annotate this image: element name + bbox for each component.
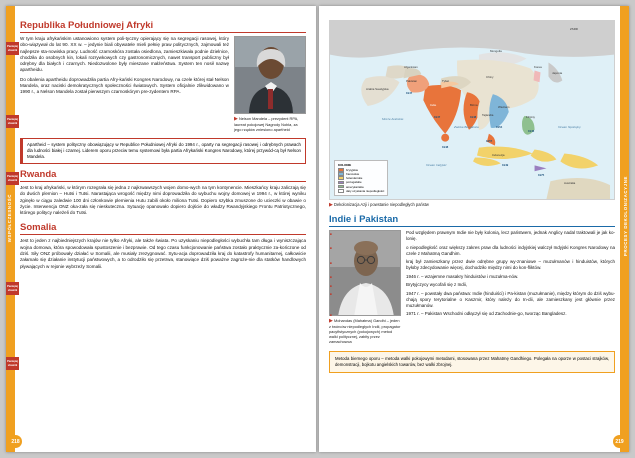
decolonization-map bbox=[329, 20, 615, 200]
map-label-indie: Indie bbox=[430, 103, 437, 107]
map-year-burma: 1948 bbox=[470, 115, 477, 119]
map-year-timor: 1975 bbox=[538, 173, 545, 177]
map-label-birma: Birma bbox=[470, 103, 478, 107]
side-tab-5[interactable] bbox=[6, 357, 19, 370]
apartheid-definition-box: Apartheid – system polityczny obowiązujący w Republice Południowej Afryki do 1994 r., oparty na segregacji rasowej i odrębnych prawach dla ludności białej i czarnej. Liderem oporu przeciw temu systemowi była partia Afrykański Kongres Narodowy, której przywód-cą był Nelson Mandela. bbox=[20, 138, 306, 164]
right-page-number: 219 bbox=[613, 435, 626, 448]
map-caption bbox=[329, 202, 615, 208]
map-legend-row bbox=[338, 189, 384, 193]
list-item: ■ Brytyjczycy wycofali się z Indii, bbox=[336, 282, 615, 288]
side-tab-1[interactable] bbox=[6, 42, 19, 55]
caption-marker-icon: ▶ bbox=[329, 202, 333, 208]
side-tab-label: Pamiętaj słownik bbox=[7, 118, 18, 125]
map-label-tybet: Tybet bbox=[442, 79, 450, 83]
map-label-mongolia: Mongolia bbox=[490, 49, 502, 53]
map-year-philippines: 1946 bbox=[528, 129, 535, 133]
left-page bbox=[6, 6, 316, 452]
legend-label: brytyjskie bbox=[346, 167, 359, 172]
sea-label-bay-of-bengal: Zatoka Bengalska bbox=[454, 125, 479, 129]
right-page-content bbox=[329, 20, 615, 432]
map-legend bbox=[334, 160, 388, 196]
map-label-indonezja: Indonezja bbox=[492, 153, 505, 157]
mandela-photo bbox=[234, 36, 306, 114]
gandhi-photo-caption bbox=[329, 318, 401, 344]
legend-swatch-brytyjskie bbox=[338, 168, 344, 172]
legend-swatch-amerykanskie bbox=[338, 185, 344, 189]
caption-marker-icon: ▶ bbox=[329, 318, 333, 324]
method-definition-box: Metoda biernego oporu – metoda walki pokojowymi metodami, stosowana przez Mahatmę Gandhiego. Polegała na oporze w postaci strajków, demonstracji, bojkotu angielskich towarów, bez walki zbrojnej. bbox=[329, 351, 615, 373]
map-label-korea: Korea bbox=[534, 65, 542, 69]
legend-swatch-portugalskie bbox=[338, 181, 344, 185]
list-item: ■ 1947 r. – powstały dwa państwa: Indie (hinduiści) i Pa-kistan (muzułmanie), między którym do dziś wybu-chają spory terytorialne o Kaszmir, który należy do In-dii, ale zamieszkany jest głównie przez muzułmanów. bbox=[336, 291, 615, 309]
mandela-photo-figure bbox=[234, 36, 306, 132]
map-label-zsrr: ZSRR bbox=[570, 27, 578, 31]
rpa-paragraph-1: W tym kraju afrykańskim ustanowiono system poli-tyczny opierający się na segregacji rasowej, który obo-wiązywał do lat 90. XX w. – jedynie biali obywatele mieli pełnię praw politycznych, zajmowali też najlepsze sta-nowiska pracy. Ludność czarnoskóra została osiedlona, zamieszkiwała podnie dzielnice, chodziła do osobnych kin, lokali rozrywkowych czy gastronomicznych, nawet transport publiczny był odrębny dla białych i czarnych. Niedozwolone były mieszane małżeństwa. System ten nosił nazwę apartheidu. bbox=[20, 36, 229, 73]
map-label-wietnam: Wietnam bbox=[498, 105, 510, 109]
map-label-chiny: Chiny bbox=[486, 75, 494, 79]
map-label-filipiny: Filipiny bbox=[526, 115, 535, 119]
map-label-pakistan: Pakistan bbox=[406, 79, 418, 83]
map-year-indonesia: 1949 bbox=[502, 163, 509, 167]
section-title-rpa: Republika Południowej Afryki bbox=[20, 20, 306, 33]
caption-marker-icon: ▶ bbox=[234, 116, 238, 122]
map-label-arabia: Arabia Saudyjska bbox=[366, 87, 389, 91]
sea-label-pacific-ocean: Ocean Spokojny bbox=[558, 125, 581, 129]
section-title-somalia: Somalia bbox=[20, 222, 306, 235]
section-title-rwanda: Rwanda bbox=[20, 169, 306, 182]
map-label-tajlandia: Tajlandia bbox=[482, 113, 494, 117]
right-page bbox=[319, 6, 629, 452]
rwanda-paragraph: Jest to kraj afrykański, w którym rozegrała się jedna z najkrwawszych wojen domo-wych na tym kontynencie. Mieszkańcy kraju zaliczają się do dwóch plemion – Hutsi i Tutsi. Narastająca wrogość między nimi doprowadziła do wybuchu wojny domowej w 1994 r., w której wyniku zginęło w ciągu zaledwie 100 dni członkowie plemienia Hutu zabili około miliona Tutsi. Dopiero szybka zmuszone do ucieczki w obawie o życie. Interwencja ONZ oka-zała się nieskuteczna. Sytuację opanowało dopiero dojście do władzy Rwandyjskiego Frontu Patriotycznego, którego politycy należeli do Tutsi. bbox=[20, 185, 306, 216]
map-year-pakistan: 1947 bbox=[406, 91, 413, 95]
side-tab-label: Pamiętaj słownik bbox=[7, 45, 18, 52]
list-item: ■ Pod względem prawnym Indie nie były kolonią, lecz państwem, jednak Anglicy nadal traktowali je jak ko-lonię. bbox=[336, 230, 615, 242]
map-year-india: 1947 bbox=[434, 115, 441, 119]
map-legend-title: KOLONIE bbox=[338, 162, 352, 167]
section-title-indie-pakistan: Indie i Pakistan bbox=[329, 214, 615, 227]
list-item: ■ o niepodległość oraz większy zakres praw dla ludności indyjskiej walczył Indyjski Kongres Narodowy na czele z Mahatmą Gandhim. bbox=[336, 245, 615, 257]
legend-label: portugalskie bbox=[346, 180, 362, 185]
left-page-number: 218 bbox=[9, 435, 22, 448]
map-year-indochina: 1954 bbox=[496, 125, 503, 129]
legend-swatch-francuskie bbox=[338, 172, 344, 176]
legend-swatch-daty bbox=[338, 189, 344, 193]
side-tab-2[interactable] bbox=[6, 115, 19, 128]
sea-label-indian-ocean: Ocean Indyjski bbox=[426, 163, 447, 167]
legend-label: francuskie bbox=[346, 171, 360, 176]
legend-label: holenderskie bbox=[346, 176, 363, 181]
side-tab-label: Pamiętaj słownik bbox=[7, 285, 18, 292]
legend-swatch-holenderskie bbox=[338, 176, 344, 180]
map-label-australia: Australia bbox=[564, 181, 576, 185]
right-page-vertical-label: PROCESY DEKOLONIZACYJNE bbox=[622, 176, 628, 257]
map-label-afganistan: Afganistan bbox=[404, 65, 418, 69]
side-tab-label: Pamiętaj słownik bbox=[7, 360, 18, 367]
side-tab-4[interactable] bbox=[6, 282, 19, 295]
list-item: ■ kraj był zamieszkany przez dwie odrębne grupy wy-znaniowe – muzułmanów i hinduistów, których byłoby zdecydowanie więcej, dochodziło między nimi do kon-fliktów. bbox=[336, 259, 615, 271]
side-tab-3[interactable] bbox=[6, 172, 19, 185]
map-year-ceylon: 1948 bbox=[442, 145, 449, 149]
portrait-illustration bbox=[235, 37, 306, 114]
sea-label-arabian-sea: Morze Arabskie bbox=[382, 117, 404, 121]
legend-label: daty uzyskania niepodległości bbox=[346, 188, 385, 193]
map-label-japonia: Japonia bbox=[552, 71, 563, 75]
rpa-paragraph-2: Do obalenia apartheidu doprowadziła partia Afry-kański Kongres Narodowy, na czele której stał Nelson Mandela, oraz naciski demokratycznych społeczności światowych. System oficjalnie zlikwidowano w 1990 r., a Nelson Mandela został pierwszym czarnoskórym pre-zydentem RPA. bbox=[20, 76, 229, 95]
side-tab-label: Pamiętaj słownik bbox=[7, 175, 18, 182]
list-item: ■ 1971 r. – Pakistan Wschodni odłączył się od Zachodnie-go, tworząc Bangladesz. bbox=[336, 311, 615, 317]
map-caption-text: Dekolonizacja Azji i powstanie niepodległych państw bbox=[334, 202, 429, 207]
caption-text: Nelson Mandela – prezydent RPA, laureat pokojowej Nagrody Nobla, za jego rządów zniesiono apartheid bbox=[234, 116, 299, 132]
left-page-vertical-label: WSPÓŁCZESNOŚĆ bbox=[7, 194, 13, 243]
map-year-malaya: 1957 bbox=[486, 139, 493, 143]
legend-label: amerykańskie bbox=[346, 184, 364, 189]
caption-text: Mohandas (Mahatma) Gandhi – jeden z twórców niepodległych Indii, propagator pacyfistycznych (pokojowych) metod walki politycznej, zabity przez zamachowca bbox=[329, 318, 401, 344]
list-item: ■ 1946 r. – wzajemne masakry hinduistów i muzułma-nów. bbox=[336, 274, 615, 280]
mandela-photo-caption bbox=[234, 116, 306, 132]
somalia-paragraph: Jest to jeden z najbiedniejszych krajów nie tylko Afryki, ale także świata. Po uzyskaniu niepodległości wybuchła tam długa i wyniszczająca wojna domowa, która spowodowała spustoszenie i bezprawie. Od tego czasu funkcjonowanie państwa zostało praktycznie za-kończone od dziś. Siły ONZ próbowały działać w Somalii, ale musiały zrezygnować. Sytu-acja doprowadziła kraj do katastrofy humanitarnej, całkowicie załamało się działanie instytucji państwowych, a to odrodziło się przetrwa, stanowiące dziś poważne zagroże-nie dla statków handlowych pływających w rejonie wybrzeży Somalii. bbox=[20, 238, 306, 269]
